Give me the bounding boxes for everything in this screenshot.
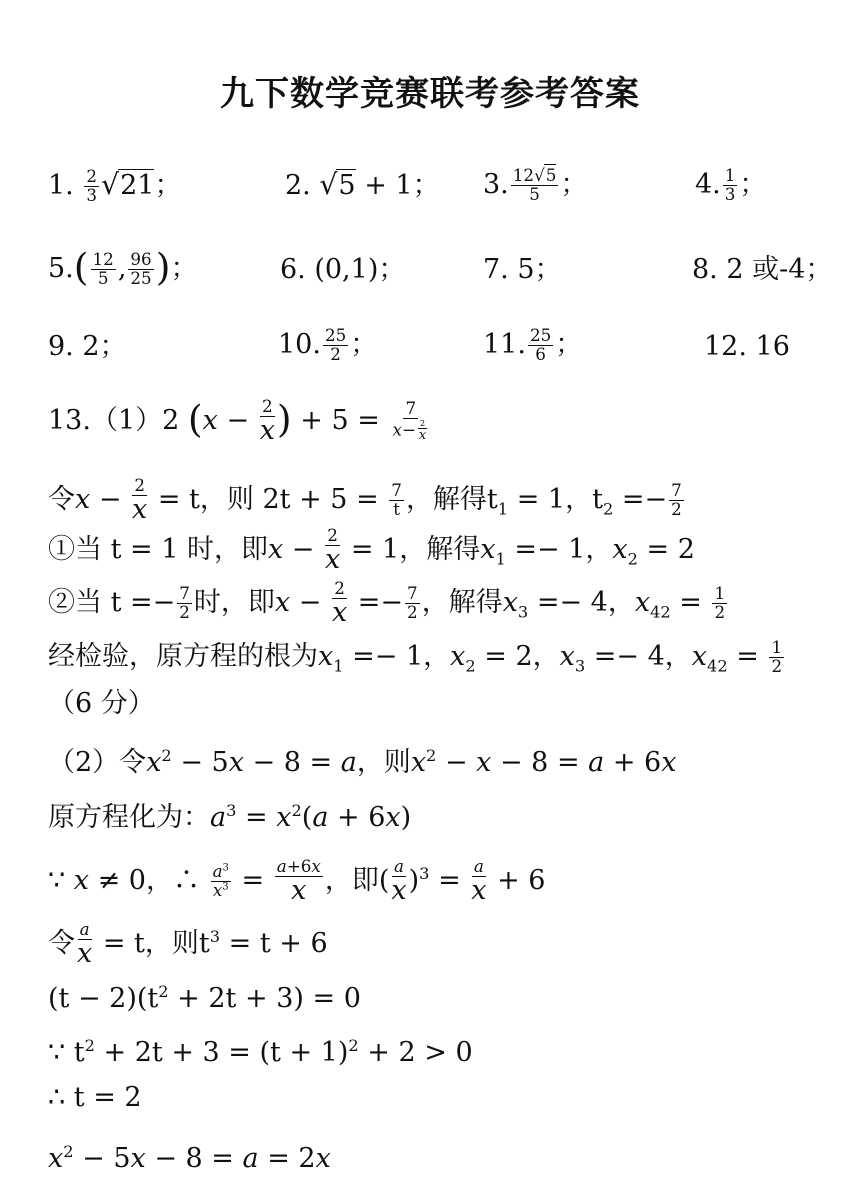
q13-verification: 经检验，原方程的根为$x_1 =- 1$，$x_2 = 2$，$x_3 =- 4$，$x_{42}$ = $\frac{1}{2}$	[48, 637, 783, 676]
answer-10: 10. $\frac{25}{2}$ ；	[278, 325, 378, 364]
answer-2: 2. √5 + 1；	[285, 168, 440, 201]
answer-3: 3. $\frac{12√5}{5}$ ；	[483, 165, 588, 204]
q13-score: （6 分）	[48, 688, 155, 719]
answer-5: 5.( $\frac{12}{5}$ , $\frac{96}{25}$ )；	[48, 245, 198, 289]
answer-9: 9. 2；	[48, 331, 127, 362]
answer-1: 1. $\frac{2}{3}$ √21；	[48, 166, 182, 205]
q13-case-1: ①当 t = 1 时，即x − $\frac{2}{x}$ = 1，解得$x_1 =- 1$，$x_2 = 2$	[48, 525, 695, 575]
q13-part2-factor: $(t - 2)(t^2 + 2t + 3) = 0$	[48, 982, 361, 1014]
answer-7: 7. 5；	[483, 254, 562, 285]
q13-part2-positive: ∵ $t^2 + 2t + 3 = (t + 1)^2 + 2 > 0$	[48, 1036, 473, 1068]
q13-case-2: ②当 t =− $\frac{7}{2}$ 时，即x − $\frac{2}{x}$ =− $\frac{7}{2}$ ，解得$x_3 =- 4$，$x_{42}$ = $\frac{1}{2}$	[48, 578, 726, 628]
q13-part2-let-t: 令 $\frac{a}{x}$ = t，则$t^3 = t + 6$	[48, 919, 328, 969]
answer-12: 12. 16	[704, 331, 790, 362]
answer-8: 8. 2 或-4；	[692, 254, 833, 285]
q13-part2-divide: ∵ x ≠ 0，∴ $\frac{a^3}{x^3}$ = $\frac{a+6x}{x}$ ，即( $\frac{a}{x}$ )$^3$ = $\frac{a}{x}$ + 6	[48, 856, 546, 906]
q13-part2-transform: 原方程化为：$a^3 = x^2(a + 6x)$	[48, 801, 412, 833]
q13-part2-substitution: （2）令$x^2 - 5x - 8 = a$，则$x^2 - x - 8 = a + 6x$	[48, 746, 677, 778]
answer-6: 6. (0,1)；	[280, 254, 406, 285]
q13-substitution: 令x − $\frac{2}{x}$ = t，则 2t + 5 = $\frac{7}{t}$ ，解得$t_1 = 1$，$t_2$ =− $\frac{7}{2}$	[48, 475, 682, 525]
q13-part2-final: $x^2 - 5x - 8 = a = 2x$	[48, 1142, 331, 1174]
page-title: 九下数学竞赛联考参考答案	[220, 74, 640, 114]
answer-11: 11. $\frac{25}{6}$ ；	[483, 325, 583, 364]
answer-4: 4. $\frac{1}{3}$ ；	[695, 165, 767, 204]
q13-part1-equation: 13.（1）2 (x − $\frac{2}{x}$ ) + 5 = 7 x− $\frac{2}{x}$	[48, 396, 427, 446]
q13-part2-t-value: ∴ t = 2	[48, 1082, 142, 1113]
